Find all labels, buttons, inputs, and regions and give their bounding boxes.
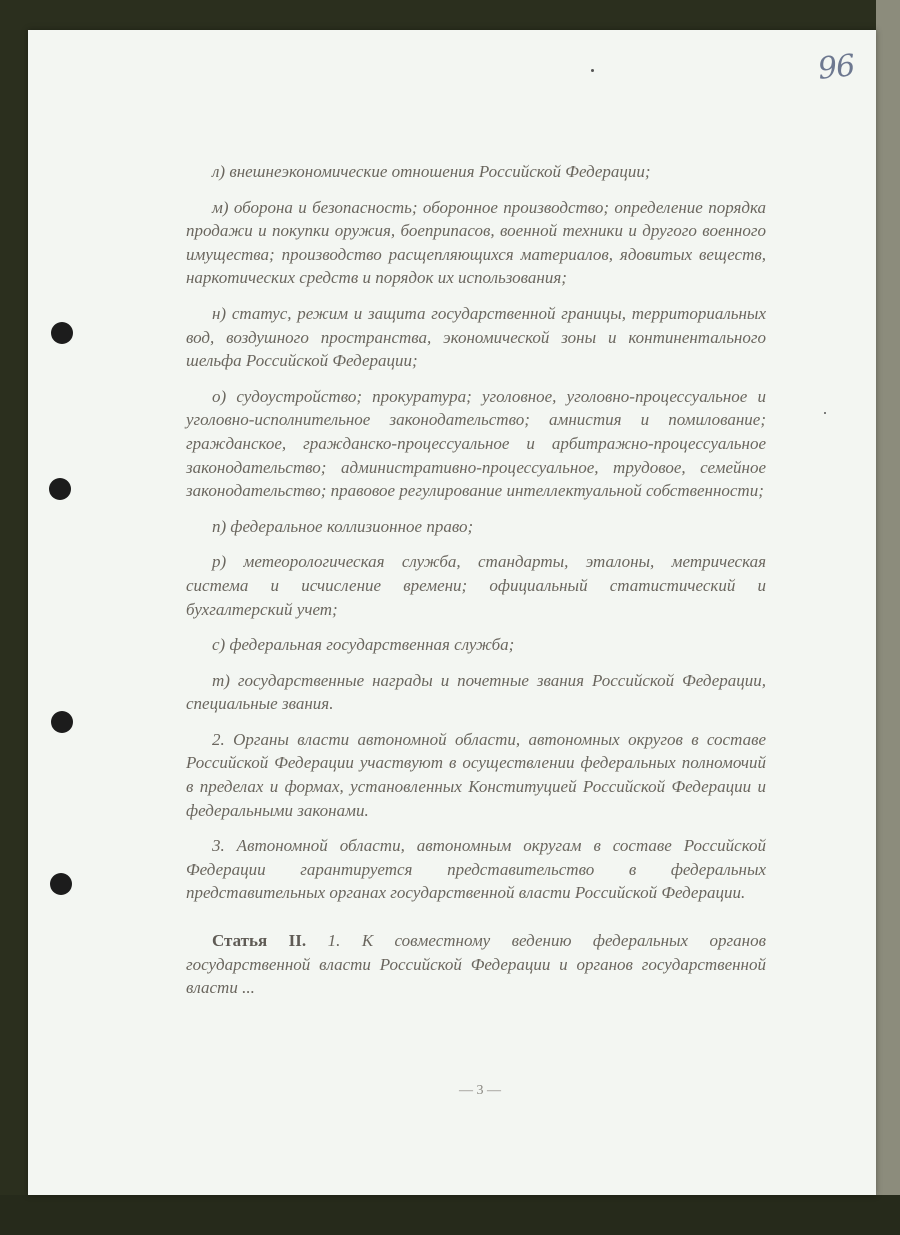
archive-sheet-number: 96 [816,48,856,87]
page-number: — 3 — [459,1083,501,1098]
paragraph-m: м) оборона и безопасность; оборонное производство; определение порядка продажи и покупки оружия, боеприпасов, военной техники и другого военного имущества; производство расщепляющихся материалов, ядовитых веществ, наркотических средств и порядок их использования; [186,197,766,288]
paragraph-n: н) статус, режим и защита государственной границы, территориальных вод, воздушного пространства, экономической зоны и континентального шельфа Российской Федерации; [186,303,766,371]
article-text: 1. К совместному ведению федеральных органов государственной власти Российской Федерации и органов государственной власти ... [186,931,766,998]
paragraph-3: 3. Автономной области, автономным округам в составе Российской Федерации гарантируется представительство в федеральных представительных органах государственной власти Российской Федерации. [186,836,766,903]
paragraph-o: о) судоустройство; прокуратура; уголовное, уголовно-процессуальное и уголовно-исполнительное законодательство; амнистия и помилование; гражданское, гражданско-процессуальное и арбитражно-процессуальное законодательство; административно-процессуальное, трудовое, семейное законодательство; правовое регулирование интеллектуальной собственности; [186,386,766,501]
scanner-edge-right [876,0,900,1235]
punch-hole [51,711,73,733]
paragraph-l: л) внешнеэкономические отношения Российской Федерации; [212,162,651,181]
punch-hole [49,478,71,500]
paragraph-r: р) метеорологическая служба, стандарты, эталоны, метрическая система и исчисление времени; официальный статистический и бухгалтерский учет; [186,552,766,619]
article-heading: Статья II. [212,931,307,951]
punch-hole [51,322,73,344]
scan-speck [824,412,826,414]
paragraph-p: п) федеральное коллизионное право; [212,516,474,536]
paragraph-s: с) федеральная государственная служба; [212,635,515,655]
paragraph-t: т) государственные награды и почетные звания Российской Федерации, специальные звания. [186,670,766,714]
paragraph-2: 2. Органы власти автономной области, автономных округов в составе Российской Федерации участвуют в осуществлении федеральных полномочий в пределах и формах, установленных Конституцией Российской Федерации и федеральными законами. [186,729,766,820]
punch-hole [50,873,72,895]
scanner-edge-bottom [0,1195,900,1235]
article-paragraph [186,929,766,1000]
document-body [186,160,766,1012]
scan-speck [591,69,594,72]
